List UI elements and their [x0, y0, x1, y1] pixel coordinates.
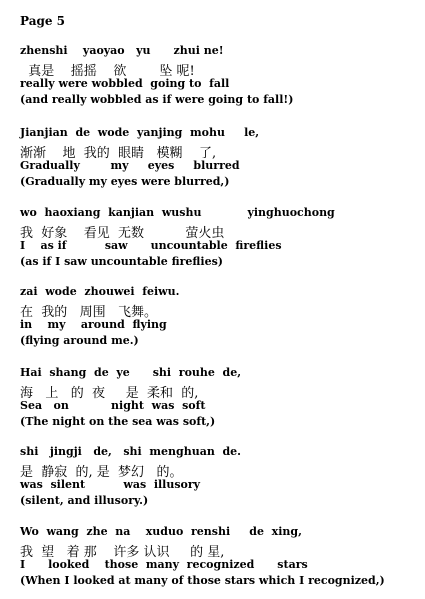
gloss-line: in my around flying [20, 318, 167, 331]
hanzi-line: 海 上 的 夜 是 柔和 的, [20, 386, 199, 401]
gloss-line: Gradually my eyes blurred [20, 159, 240, 172]
pinyin-line: shi jingji de, shi menghuan de. [20, 445, 242, 458]
gloss-line: was silent was illusory [20, 478, 201, 491]
hanzi-line: 在 我的 周围 飞舞。 [20, 305, 158, 320]
gloss-line: Sea on night was soft [20, 399, 206, 412]
translation-line: (flying around me.) [20, 334, 139, 347]
gloss-line: I looked those many recognized stars [20, 558, 308, 571]
hanzi-line: 我 望 着 那 许多 认识 的 星, [20, 545, 225, 560]
translation-line: (silent, and illusory.) [20, 494, 149, 507]
translation-line: (When I looked at many of those stars which I recognized,) [20, 574, 385, 587]
translation-line: (The night on the sea was soft,) [20, 415, 216, 428]
pinyin-line: wo haoxiang kanjian wushu yinghuochong [20, 206, 335, 219]
hanzi-line: 渐渐 地 我的 眼睛 模糊 了, [20, 146, 217, 161]
translation-line: (as if I saw uncountable fireflies) [20, 255, 223, 268]
page-label: Page 5 [20, 14, 66, 28]
pinyin-line: Jianjian de wode yanjing mohu le, [20, 126, 260, 139]
hanzi-line: 真是 摇摇 欲 坠 呢! [20, 64, 195, 79]
gloss-line: really were wobbled going to fall [20, 77, 230, 90]
pinyin-line: Hai shang de ye shi rouhe de, [20, 366, 242, 379]
gloss-line: I as if saw uncountable fireflies [20, 239, 282, 252]
translation-line: (and really wobbled as if were going to fall!) [20, 93, 294, 106]
pinyin-line: zai wode zhouwei feiwu. [20, 285, 180, 298]
hanzi-line: 是 静寂 的, 是 梦幻 的。 [20, 465, 183, 480]
pinyin-line: Wo wang zhe na xuduo renshi de xing, [20, 525, 302, 538]
hanzi-line: 我 好象 看见 无数 萤火虫 [20, 226, 225, 241]
translation-line: (Gradually my eyes were blurred,) [20, 175, 230, 188]
pinyin-line: zhenshi yaoyao yu zhui ne! [20, 44, 224, 57]
